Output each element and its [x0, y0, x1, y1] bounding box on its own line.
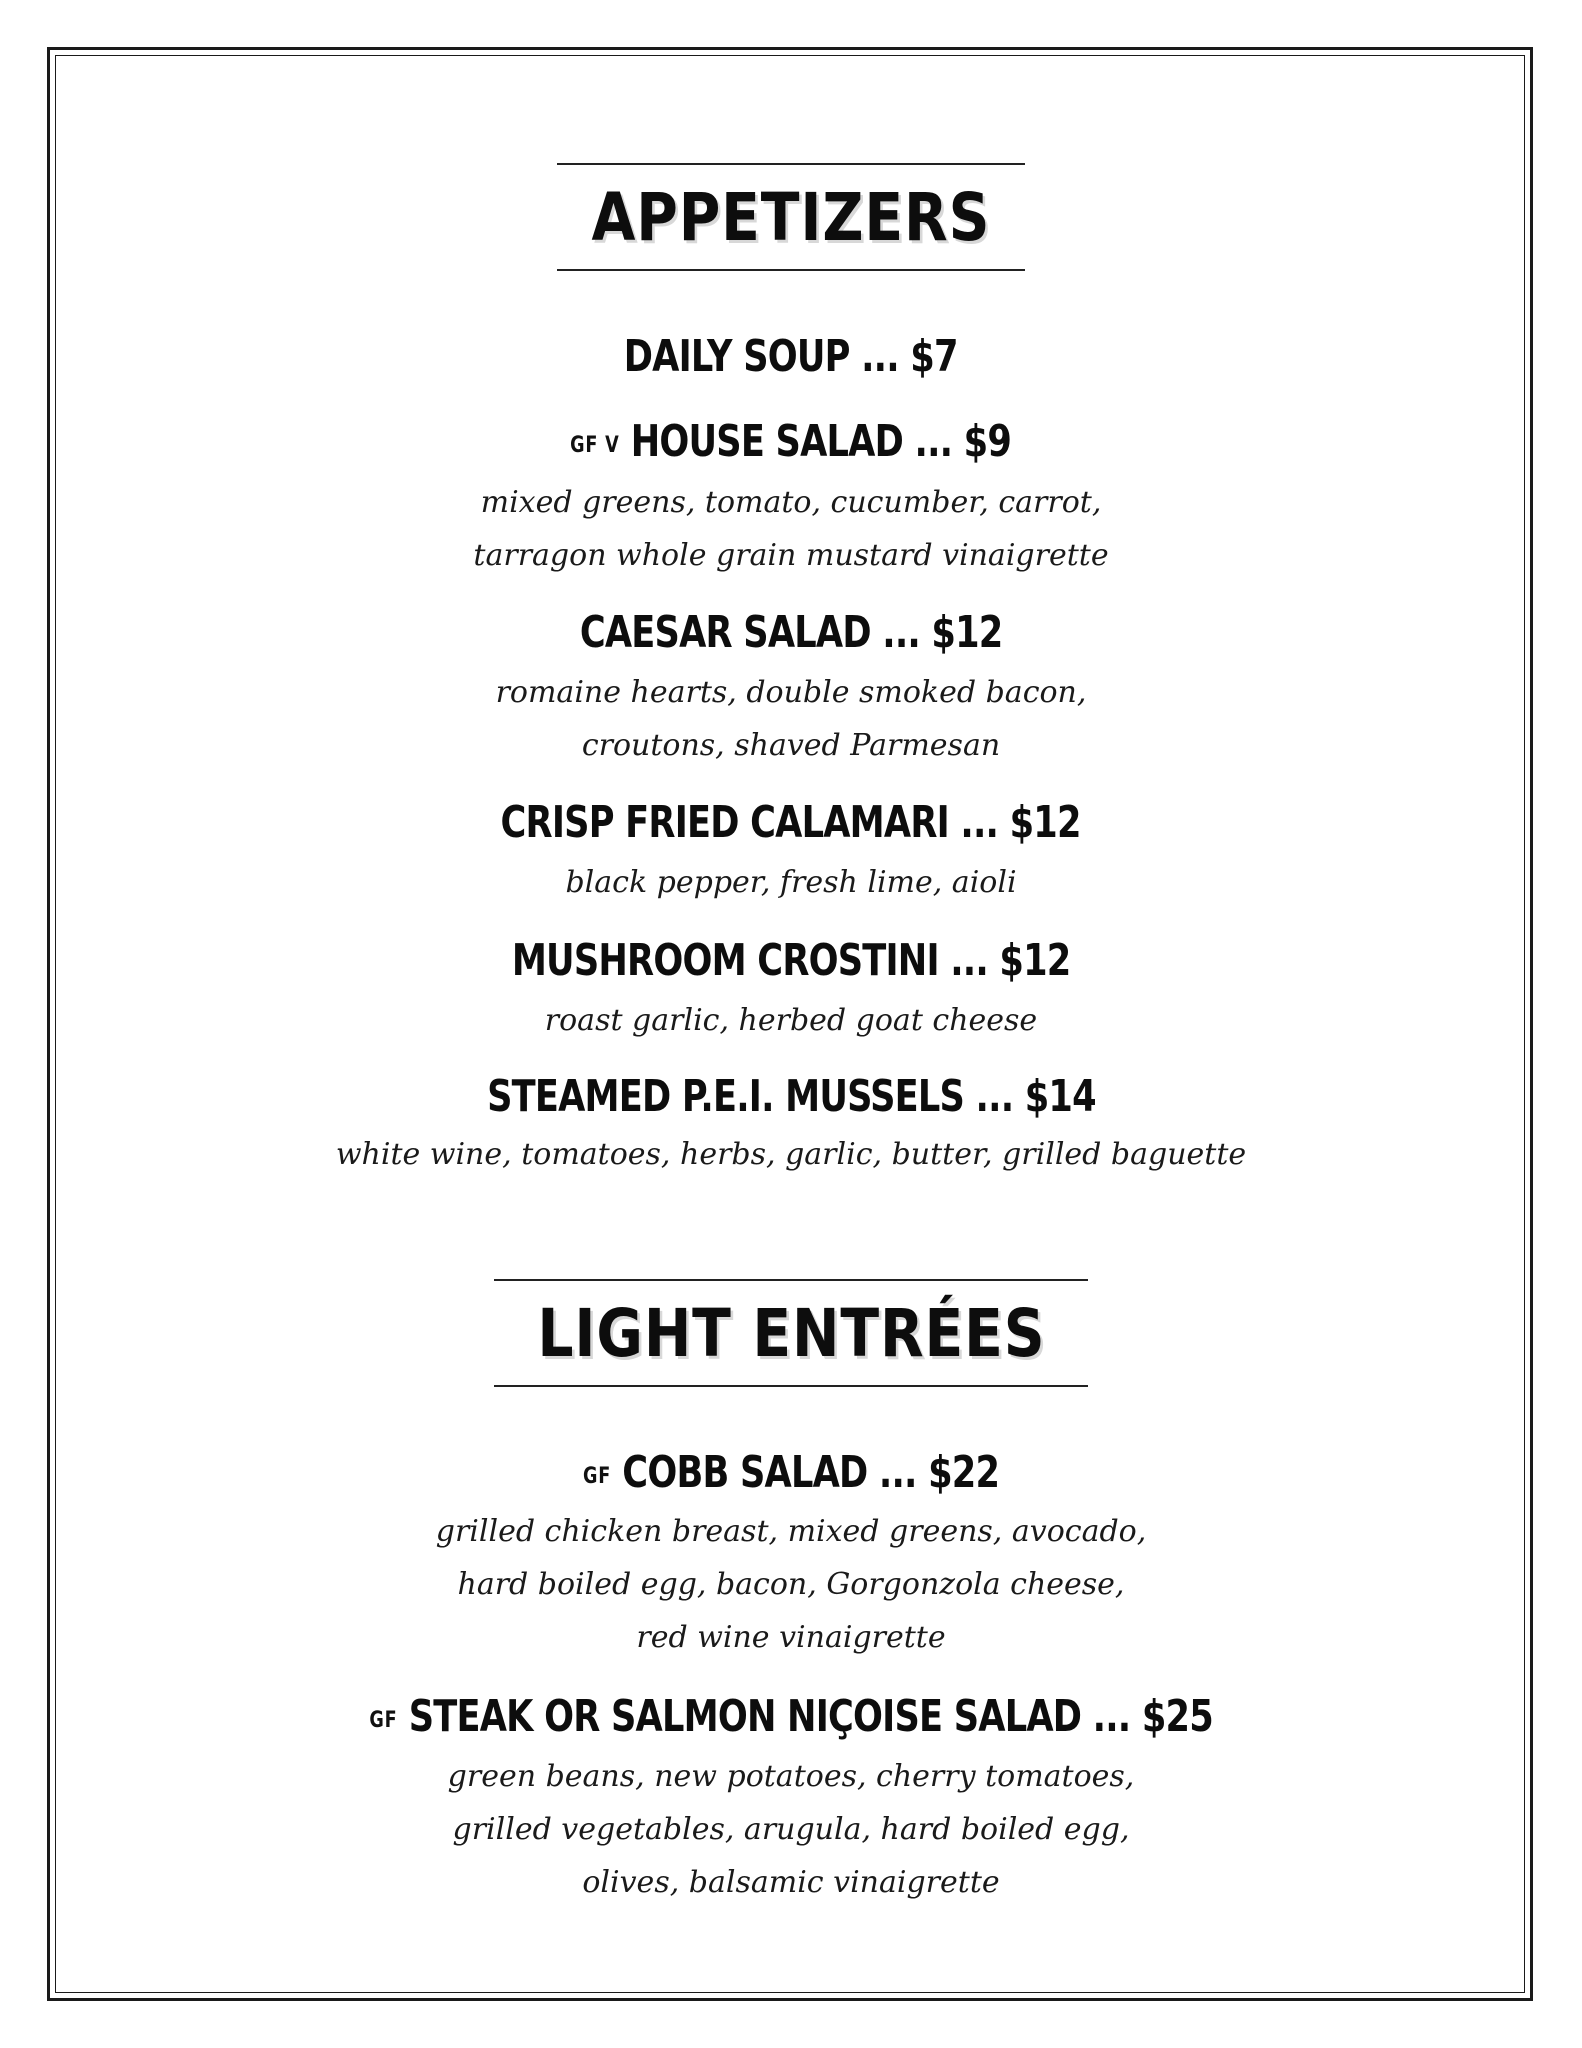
- description-line: green beans, new potatoes, cherry tomatoes,: [447, 1759, 1135, 1794]
- menu-item-daily-soup: [0, 330, 1582, 384]
- item-name: STEAK OR SALMON NIÇOISE SALAD ... $25: [408, 1691, 1213, 1742]
- item-description: [0, 994, 1582, 1047]
- item-name: CRISP FRIED CALAMARI ... $12: [500, 797, 1082, 848]
- dietary-badge: GF: [369, 1708, 398, 1733]
- description-line: romaine hearts, double smoked bacon,: [495, 675, 1087, 710]
- dietary-badge: GF: [582, 1464, 611, 1489]
- item-name: MUSHROOM CROSTINI ... $12: [511, 935, 1071, 986]
- item-name: DAILY SOUP ... $7: [624, 331, 958, 382]
- description-line: olives, balsamic vinaigrette: [582, 1865, 1000, 1900]
- item-description: [0, 476, 1582, 582]
- menu-item-house-salad: [0, 415, 1582, 469]
- description-line: grilled vegetables, arugula, hard boiled egg,: [452, 1812, 1130, 1847]
- menu-item-mushroom-crostini: [0, 934, 1582, 988]
- section-title-rule: [494, 1279, 1089, 1387]
- section-title-rule: [557, 163, 1025, 271]
- item-description: [0, 856, 1582, 909]
- item-description: [0, 1505, 1582, 1664]
- item-description: [0, 666, 1582, 772]
- item-name: CAESAR SALAD ... $12: [579, 607, 1003, 658]
- item-name: COBB SALAD ... $22: [622, 1447, 1000, 1498]
- menu-item-cobb-salad: [0, 1446, 1582, 1500]
- description-line: black pepper, fresh lime, aioli: [565, 865, 1017, 900]
- section-header-appetizers: [0, 163, 1582, 271]
- menu-item-crisp-fried-calamari: [0, 796, 1582, 850]
- description-line: white wine, tomatoes, herbs, garlic, butter, grilled baguette: [335, 1137, 1247, 1172]
- description-line: hard boiled egg, bacon, Gorgonzola cheese,: [457, 1567, 1125, 1602]
- item-name: STEAMED P.E.I. MUSSELS ... $14: [486, 1071, 1096, 1122]
- description-line: grilled chicken breast, mixed greens, avocado,: [435, 1514, 1147, 1549]
- section-title: APPETIZERS: [591, 179, 991, 256]
- description-line: tarragon whole grain mustard vinaigrette: [473, 538, 1109, 573]
- description-line: roast garlic, herbed goat cheese: [544, 1003, 1038, 1038]
- menu-item-steamed-mussels: [0, 1070, 1582, 1124]
- dietary-badge: GF V: [570, 433, 620, 458]
- item-name: HOUSE SALAD ... $9: [631, 416, 1012, 467]
- menu-item-caesar-salad: [0, 606, 1582, 660]
- description-line: mixed greens, tomato, cucumber, carrot,: [480, 485, 1102, 520]
- menu-item-nicoise-salad: [0, 1690, 1582, 1744]
- item-description: [0, 1128, 1582, 1181]
- section-header-light-entrees: [0, 1279, 1582, 1387]
- section-title: LIGHT ENTRÉES: [536, 1295, 1046, 1372]
- item-description: [0, 1750, 1582, 1909]
- description-line: red wine vinaigrette: [636, 1620, 946, 1655]
- description-line: croutons, shaved Parmesan: [581, 728, 1001, 763]
